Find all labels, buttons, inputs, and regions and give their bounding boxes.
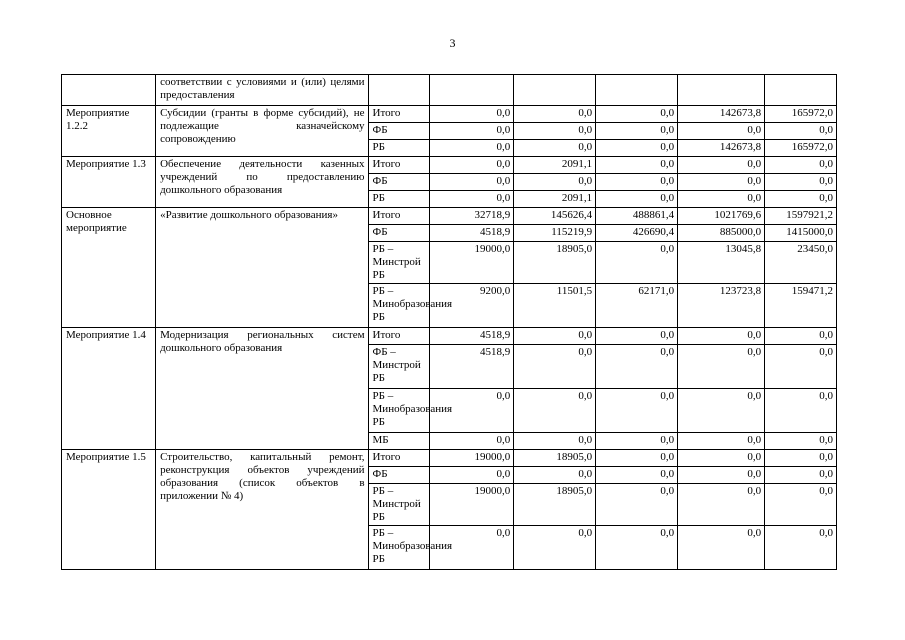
value-cell: 0,0 <box>596 106 678 123</box>
value-cell: 165972,0 <box>765 140 837 157</box>
value-cell: 0,0 <box>430 467 514 484</box>
value-cell: 4518,9 <box>430 345 514 389</box>
value-cell: 0,0 <box>765 433 837 450</box>
value-cell: 0,0 <box>765 123 837 140</box>
source-cell: ФБ <box>368 123 430 140</box>
value-cell: 32718,9 <box>430 208 514 225</box>
value-cell: 0,0 <box>678 389 765 433</box>
value-cell: 0,0 <box>430 191 514 208</box>
event-cell: Мероприятие 1.2.2 <box>62 106 156 157</box>
value-cell: 0,0 <box>430 157 514 174</box>
value-cell: 0,0 <box>596 174 678 191</box>
value-cell: 0,0 <box>514 345 596 389</box>
value-cell: 13045,8 <box>678 242 765 284</box>
value-cell: 0,0 <box>678 157 765 174</box>
value-cell: 2091,1 <box>514 191 596 208</box>
value-cell: 0,0 <box>514 433 596 450</box>
value-cell: 115219,9 <box>514 225 596 242</box>
value-cell: 0,0 <box>430 389 514 433</box>
value-cell: 23450,0 <box>765 242 837 284</box>
source-cell: ФБ <box>368 174 430 191</box>
value-cell: 0,0 <box>514 389 596 433</box>
source-cell <box>368 75 430 106</box>
value-cell: 145626,4 <box>514 208 596 225</box>
source-cell: ФБ <box>368 225 430 242</box>
value-cell: 0,0 <box>678 467 765 484</box>
value-cell: 0,0 <box>765 450 837 467</box>
source-cell: РБ – Минстрой РБ <box>368 242 430 284</box>
value-cell: 0,0 <box>596 484 678 526</box>
value-cell: 1415000,0 <box>765 225 837 242</box>
value-cell: 0,0 <box>596 345 678 389</box>
value-cell: 0,0 <box>765 191 837 208</box>
value-cell: 0,0 <box>678 174 765 191</box>
value-cell: 19000,0 <box>430 242 514 284</box>
source-cell: РБ – Минобразования РБ <box>368 284 430 328</box>
value-cell: 0,0 <box>765 484 837 526</box>
description-cell: Модернизация региональных систем дошкольного образования <box>156 328 368 450</box>
budget-table <box>61 74 837 570</box>
source-cell: РБ <box>368 191 430 208</box>
value-cell <box>678 75 765 106</box>
value-cell: 62171,0 <box>596 284 678 328</box>
value-cell: 18905,0 <box>514 450 596 467</box>
value-cell: 0,0 <box>678 450 765 467</box>
value-cell: 1597921,2 <box>765 208 837 225</box>
value-cell: 0,0 <box>678 191 765 208</box>
table-row <box>62 328 837 345</box>
source-cell: РБ – Минобразования РБ <box>368 526 430 570</box>
description-cell: «Развитие дошкольного образования» <box>156 208 368 328</box>
value-cell: 4518,9 <box>430 328 514 345</box>
value-cell: 1021769,6 <box>678 208 765 225</box>
value-cell: 142673,8 <box>678 106 765 123</box>
value-cell: 426690,4 <box>596 225 678 242</box>
source-cell: ФБ – Минстрой РБ <box>368 345 430 389</box>
value-cell <box>514 75 596 106</box>
value-cell: 0,0 <box>430 123 514 140</box>
value-cell: 0,0 <box>678 123 765 140</box>
value-cell: 2091,1 <box>514 157 596 174</box>
value-cell: 0,0 <box>765 526 837 570</box>
value-cell: 0,0 <box>514 140 596 157</box>
source-cell: Итого <box>368 106 430 123</box>
value-cell: 488861,4 <box>596 208 678 225</box>
value-cell: 9200,0 <box>430 284 514 328</box>
value-cell: 0,0 <box>596 450 678 467</box>
value-cell: 123723,8 <box>678 284 765 328</box>
value-cell: 0,0 <box>430 106 514 123</box>
source-cell: РБ – Минобразования РБ <box>368 389 430 433</box>
value-cell: 0,0 <box>430 174 514 191</box>
table-row <box>62 75 837 106</box>
value-cell: 0,0 <box>596 123 678 140</box>
source-cell: РБ – Минстрой РБ <box>368 484 430 526</box>
value-cell <box>430 75 514 106</box>
event-cell: Мероприятие 1.4 <box>62 328 156 450</box>
value-cell <box>765 75 837 106</box>
value-cell: 159471,2 <box>765 284 837 328</box>
value-cell: 885000,0 <box>678 225 765 242</box>
value-cell: 165972,0 <box>765 106 837 123</box>
value-cell: 0,0 <box>765 328 837 345</box>
value-cell: 0,0 <box>765 174 837 191</box>
value-cell: 0,0 <box>765 389 837 433</box>
table-row <box>62 208 837 225</box>
value-cell: 0,0 <box>596 328 678 345</box>
value-cell: 0,0 <box>514 174 596 191</box>
source-cell: Итого <box>368 328 430 345</box>
event-cell: Мероприятие 1.3 <box>62 157 156 208</box>
value-cell: 18905,0 <box>514 484 596 526</box>
value-cell: 0,0 <box>678 526 765 570</box>
event-cell: Основное мероприятие <box>62 208 156 328</box>
value-cell: 0,0 <box>765 345 837 389</box>
description-cell: соответствии с условиями и (или) целями предоставления <box>156 75 368 106</box>
table-row <box>62 450 837 467</box>
value-cell: 0,0 <box>678 484 765 526</box>
source-cell: Итого <box>368 157 430 174</box>
value-cell: 142673,8 <box>678 140 765 157</box>
description-cell: Обеспечение деятельности казенных учреждений по предоставлению дошкольного образования <box>156 157 368 208</box>
table-body <box>62 75 837 570</box>
description-cell: Строительство, капитальный ремонт, реконструкция объектов учреждений образования (список объектов в приложении № 4) <box>156 450 368 570</box>
value-cell: 0,0 <box>514 106 596 123</box>
value-cell: 0,0 <box>514 526 596 570</box>
value-cell: 0,0 <box>596 526 678 570</box>
value-cell: 4518,9 <box>430 225 514 242</box>
event-cell: Мероприятие 1.5 <box>62 450 156 570</box>
value-cell: 11501,5 <box>514 284 596 328</box>
value-cell: 0,0 <box>596 157 678 174</box>
value-cell: 0,0 <box>678 345 765 389</box>
value-cell: 0,0 <box>430 433 514 450</box>
value-cell: 19000,0 <box>430 484 514 526</box>
table-row <box>62 106 837 123</box>
value-cell: 0,0 <box>596 140 678 157</box>
value-cell: 0,0 <box>596 433 678 450</box>
value-cell: 0,0 <box>514 123 596 140</box>
value-cell: 0,0 <box>596 467 678 484</box>
value-cell: 0,0 <box>514 467 596 484</box>
source-cell: Итого <box>368 208 430 225</box>
value-cell: 0,0 <box>765 157 837 174</box>
value-cell: 0,0 <box>596 242 678 284</box>
value-cell: 0,0 <box>765 467 837 484</box>
source-cell: МБ <box>368 433 430 450</box>
value-cell: 19000,0 <box>430 450 514 467</box>
value-cell: 0,0 <box>514 328 596 345</box>
source-cell: Итого <box>368 450 430 467</box>
value-cell: 0,0 <box>596 191 678 208</box>
event-cell <box>62 75 156 106</box>
description-cell: Субсидии (гранты в форме субсидий), не подлежащие казначейскому сопровождению <box>156 106 368 157</box>
value-cell: 18905,0 <box>514 242 596 284</box>
value-cell: 0,0 <box>678 433 765 450</box>
source-cell: РБ <box>368 140 430 157</box>
value-cell: 0,0 <box>678 328 765 345</box>
value-cell: 0,0 <box>596 389 678 433</box>
table-row <box>62 157 837 174</box>
value-cell: 0,0 <box>430 140 514 157</box>
page-number: 3 <box>449 36 456 50</box>
value-cell <box>596 75 678 106</box>
source-cell: ФБ <box>368 467 430 484</box>
value-cell: 0,0 <box>430 526 514 570</box>
